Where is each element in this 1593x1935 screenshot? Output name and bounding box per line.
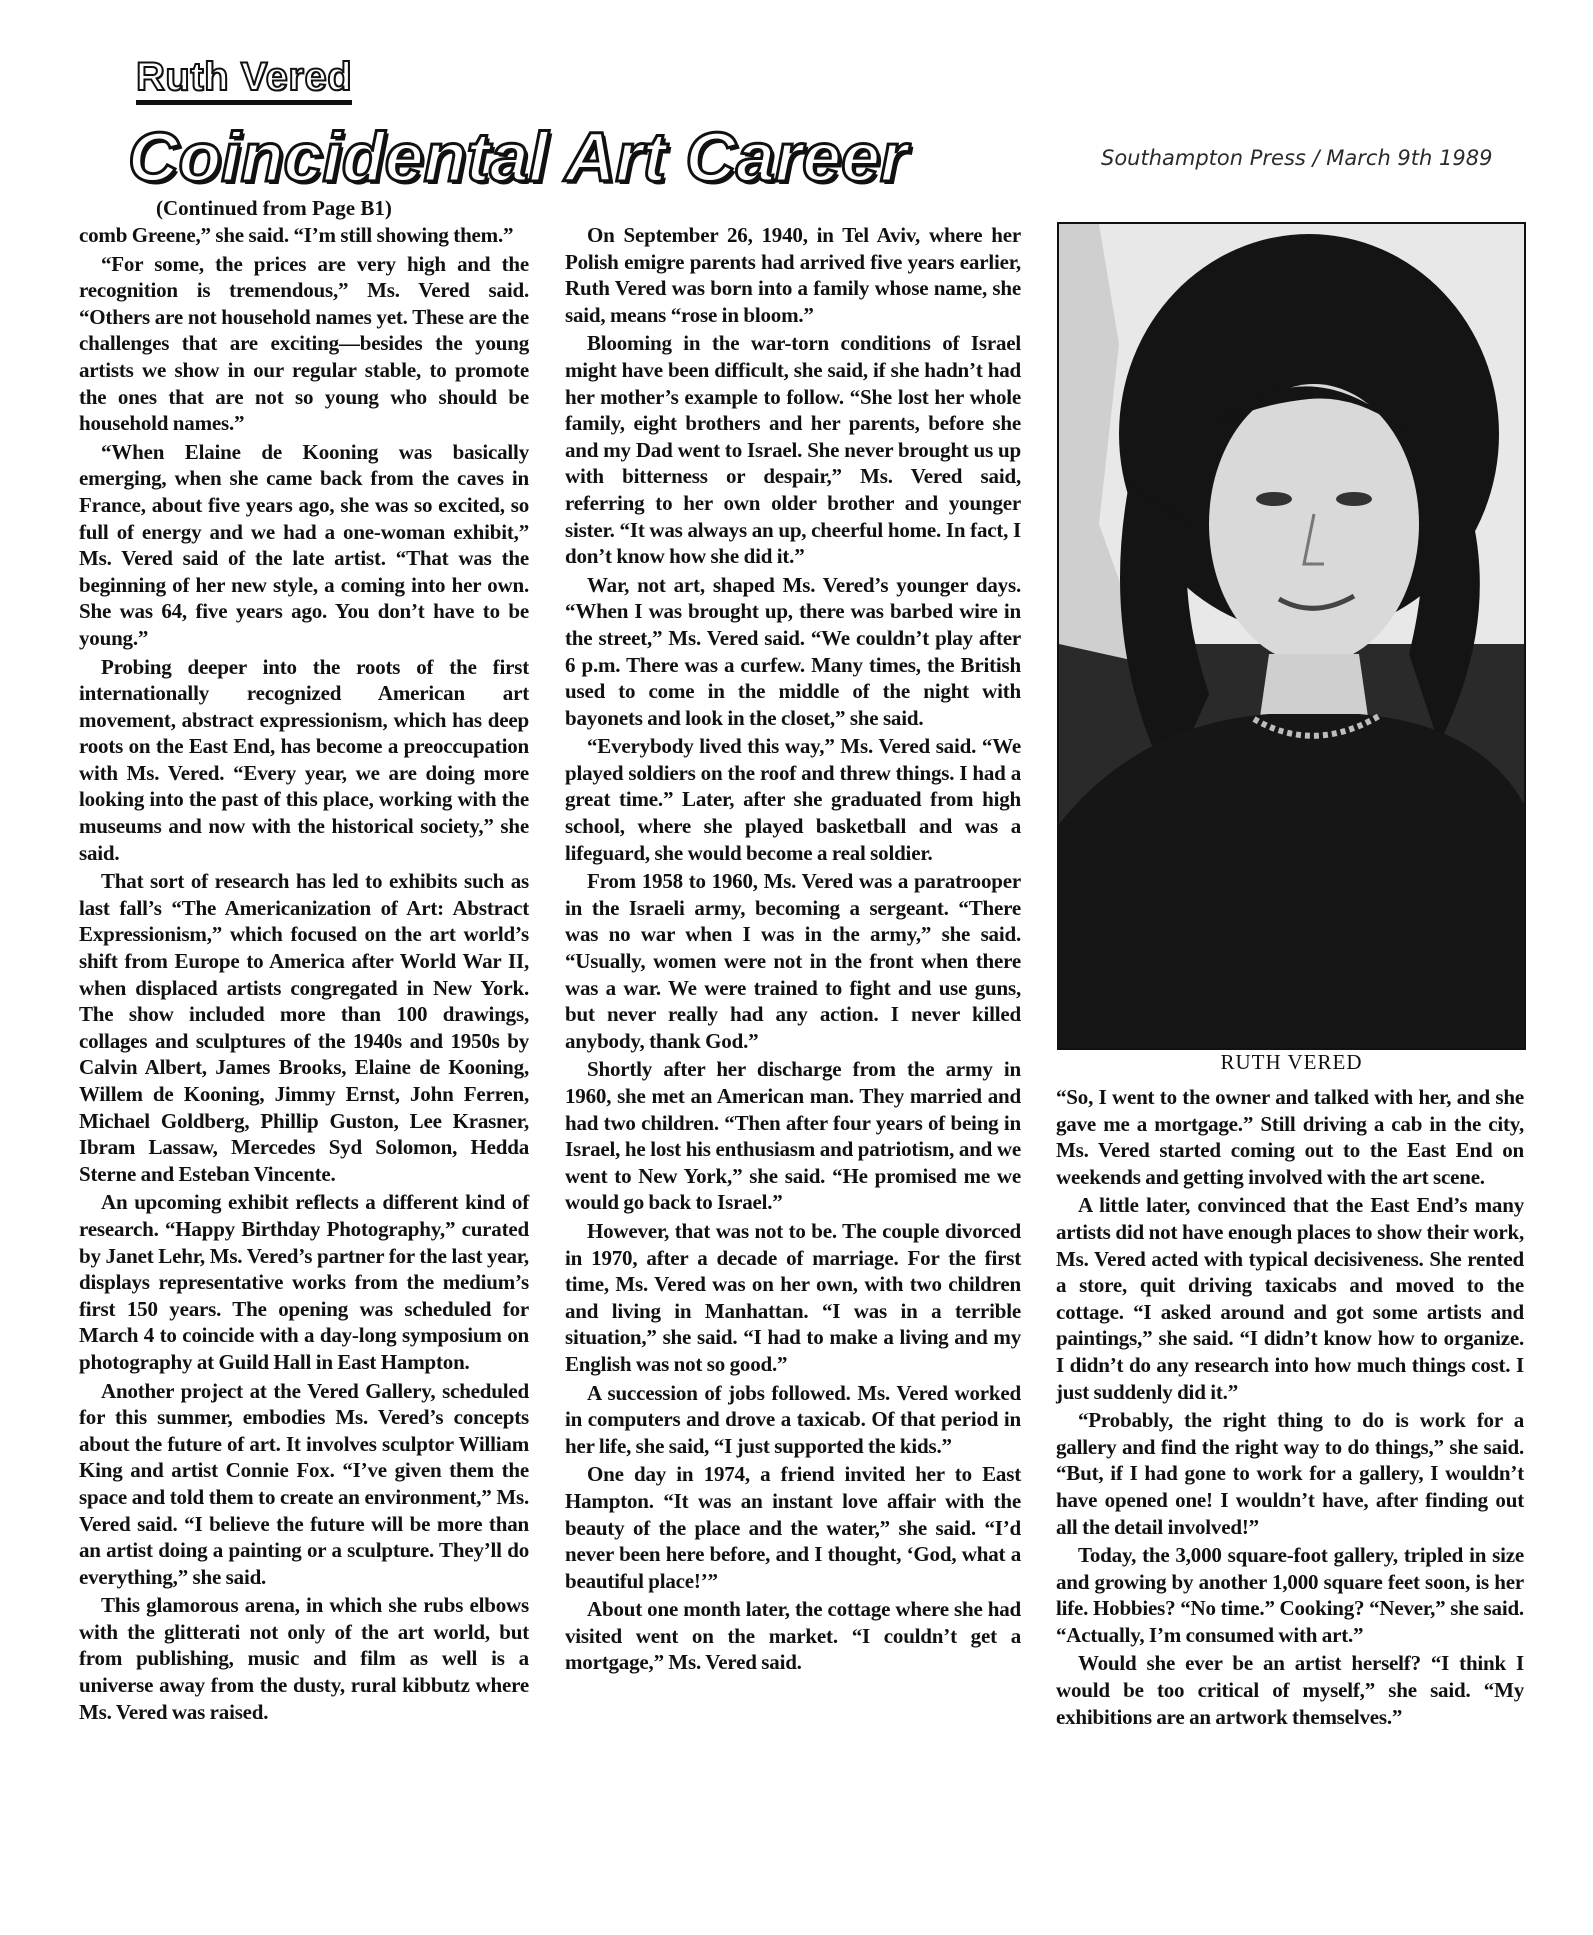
paragraph: One day in 1974, a friend invited her to East Hampton. “It was an instant love affair with the beauty of the place and the water,” she said. “I’d never been here before, and I thought, ‘God, what a beautiful place!’” — [565, 1462, 1021, 1593]
paragraph: War, not art, shaped Ms. Vered’s younger days. “When I was brought up, there was barbed wire in the street,” Ms. Vered said. “We couldn’t play after 6 p.m. There was a curfew. Many times, the British used to come in the middle of the night with bayonets and look in the closet,” she said. — [565, 572, 1021, 730]
paragraph: “Probably, the right thing to do is work for a gallery and find the right way to do things,” she said. “But, if I had gone to work for a gallery, I wouldn’t have opened one! I wouldn’t have, after finding out all the detail involved!” — [1056, 1408, 1524, 1539]
paragraph: “Everybody lived this way,” Ms. Vered said. “We played soldiers on the roof and threw things. I had a great time.” Later, after she graduated from high school, where she played basketball and was a lifeguard, she would become a real soldier. — [565, 734, 1021, 865]
source-line: Southampton Press / March 9th 1989 — [1101, 146, 1493, 170]
photo-caption: RUTH VERED — [1220, 1050, 1363, 1074]
continued-note: (Continued from Page B1) — [156, 196, 392, 220]
paragraph: Another project at the Vered Gallery, scheduled for this summer, embodies Ms. Vered’s concepts about the future of art. It involves sculptor William King and artist Connie Fox. “I’ve given them the space and told them to create an environment,” Ms. Vered said. “I believe the future will be more than an artist doing a painting or a sculpture. They’ll do everything,” she said. — [79, 1378, 529, 1589]
portrait-photo — [1057, 222, 1526, 1050]
paragraph: comb Greene,” she said. “I’m still showing them.” — [79, 223, 514, 247]
paragraph: Probing deeper into the roots of the first internationally recognized American art movement, abstract expressionism, which has deep roots on the East End, has become a preoccupation with Ms. Vered. “Every year, we are doing more looking into the past of this place, working with the museums and now with the historical society,” she said. — [79, 654, 529, 865]
paragraph: “When Elaine de Kooning was basically emerging, when she came back from the caves in France, about five years ago, she was so excited, so full of energy and we had a one-woman exhibit,” Ms. Vered said of the late artist. “That was the beginning of her new style, a coming into her own. She was 64, five years ago. You don’t have to be young.” — [79, 439, 529, 650]
paragraph: However, that was not to be. The couple divorced in 1970, after a decade of marriage. For the first time, Ms. Vered was on her own, with two children and living in Manhattan. “I was in a terrible situation,” she said. “I had to make a living and my English was not so good.” — [565, 1218, 1021, 1376]
paragraph: “For some, the prices are very high and the recognition is tremendous,” Ms. Vered said. “Others are not household names yet. These are the challenges that are exciting—besides the young artists we show in our regular stable, to promote the ones that are not so young who should be household names.” — [79, 251, 529, 436]
headline: Coincidental Art Career — [128, 118, 908, 196]
column-1 — [79, 222, 529, 1727]
column-3 — [1056, 1084, 1524, 1732]
kicker-title: Ruth Vered — [136, 56, 352, 105]
paragraph: A little later, convinced that the East End’s many artists did not have enough places to show their work, Ms. Vered acted with typical decisiveness. She rented a store, quit driving taxicabs and moved to the cottage. “I asked around and got some artists and paintings,” she said. “I didn’t know how to organize. I didn’t do any research into how much things cost. I just suddenly did it.” — [1056, 1193, 1524, 1404]
paragraph: A succession of jobs followed. Ms. Vered worked in computers and drove a taxicab. Of that period in her life, she said, “I just supported the kids.” — [565, 1380, 1021, 1458]
paragraph: Today, the 3,000 square-foot gallery, tripled in size and growing by another 1,000 square feet soon, is her life. Hobbies? “No time.” Cooking? “Never,” she said. “Actually, I’m consumed with art.” — [1056, 1543, 1524, 1647]
column-2 — [565, 222, 1021, 1678]
paragraph: Shortly after her discharge from the army in 1960, she met an American man. They married and had two children. “Then after four years of being in Israel, he lost his enthusiasm and patriotism, and we went to New York,” she said. “He promised me we would go back to Israel.” — [565, 1057, 1021, 1215]
paragraph: Blooming in the war-torn conditions of Israel might have been difficult, she said, if she hadn’t had her mother’s example to follow. “She lost her whole family, eight brothers and her parents, before she and my Dad went to Israel. She never brought us up with bitterness or despair,” Ms. Vered said, referring to her own older brother and younger sister. “It was always an up, cheerful home. In fact, I don’t know how she did it.” — [565, 331, 1021, 569]
paragraph: About one month later, the cottage where she had visited went on the market. “I couldn’t get a mortgage,” Ms. Vered said. — [565, 1597, 1021, 1675]
paragraph: That sort of research has led to exhibits such as last fall’s “The Americanization of Art: Abstract Expressionism,” which focused on the art world’s shift from Europe to America after World War II, when displaced artists congregated in New York. The show included more than 100 drawings, collages and sculptures of the 1940s and 1950s by Calvin Albert, James Brooks, Elaine de Kooning, Willem de Kooning, Jimmy Ernst, John Ferren, Michael Goldberg, Phillip Guston, Lee Krasner, Ibram Lassaw, Mercedes Syd Solomon, Hedda Sterne and Esteban Vincente. — [79, 869, 529, 1186]
paragraph: From 1958 to 1960, Ms. Vered was a paratrooper in the Israeli army, becoming a sergeant. “There was no war when I was in the army,” she said. “Usually, women were not in the front when there was a war. We were trained to fight and use guns, but never really had any action. I never killed anybody, thank God.” — [565, 869, 1021, 1053]
paragraph: This glamorous arena, in which she rubs elbows with the glitterati not only of the art world, but from publishing, music and film as well is a universe away from the dusty, rural kibbutz where Ms. Vered was raised. — [79, 1593, 529, 1724]
paragraph: On September 26, 1940, in Tel Aviv, where her Polish emigre parents had arrived five years earlier, Ruth Vered was born into a family whose name, she said, means “rose in bloom.” — [565, 223, 1021, 327]
paragraph: “So, I went to the owner and talked with her, and she gave me a mortgage.” Still driving a cab in the city, Ms. Vered started coming out to the East End on weekends and getting involved with the art scene. — [1056, 1085, 1524, 1189]
paragraph: Would she ever be an artist herself? “I think I would be too critical of myself,” she said. “My exhibitions are an artwork themselves.” — [1056, 1651, 1524, 1729]
paragraph: An upcoming exhibit reflects a different kind of research. “Happy Birthday Photography,” curated by Janet Lehr, Ms. Vered’s partner for the last year, displays representative works from the medium’s first 150 years. The opening was scheduled for March 4 to coincide with a day-long symposium on photography at Guild Hall in East Hampton. — [79, 1190, 529, 1374]
